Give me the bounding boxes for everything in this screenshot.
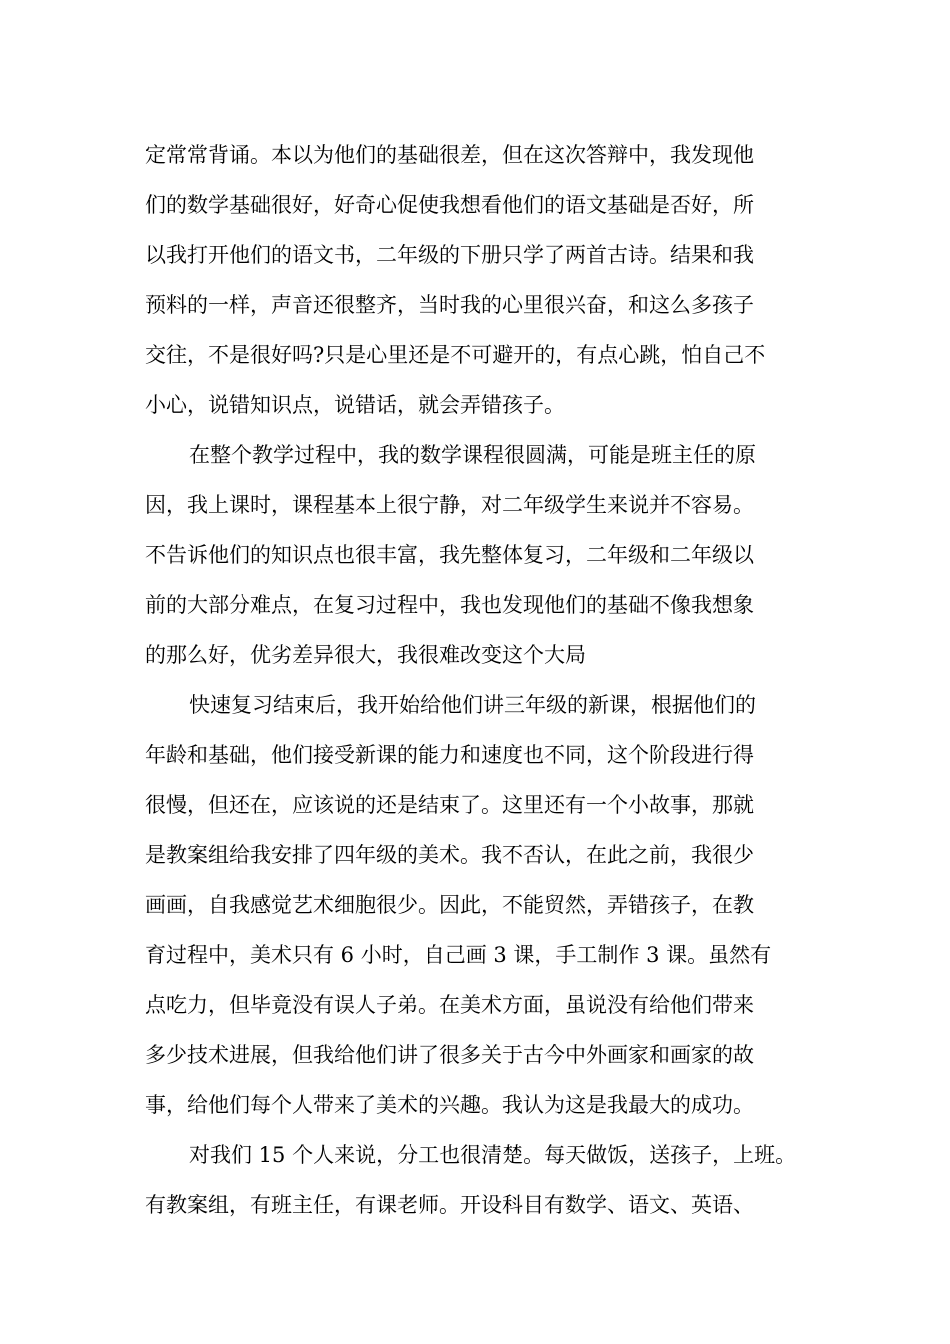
body-text	[145, 130, 835, 1230]
text-line: 事，给他们每个人带来了美术的兴趣。我认为这是我最大的成功。	[145, 1093, 754, 1117]
text-line: 们的数学基础很好，好奇心促使我想看他们的语文基础是否好，所	[145, 193, 754, 217]
paragraph-start-line: 在整个教学过程中，我的数学课程很圆满，可能是班主任的原	[189, 443, 756, 467]
text-line: 的那么好，优劣差异很大，我很难改变这个大局	[145, 643, 586, 667]
text-line: 年龄和基础，他们接受新课的能力和速度也不同，这个阶段进行得	[145, 743, 754, 767]
text-line: 因，我上课时，课程基本上很宁静，对二年级学生来说并不容易。	[145, 493, 754, 517]
text-line: 前的大部分难点，在复习过程中，我也发现他们的基础不像我想象	[145, 593, 754, 617]
text-line: 有教案组，有班主任，有课老师。开设科目有数学、语文、英语、	[145, 1193, 754, 1217]
text-line: 交往，不是很好吗?只是心里还是不可避开的，有点心跳，怕自己不	[145, 343, 766, 367]
text-line: 预料的一样，声音还很整齐，当时我的心里很兴奋，和这么多孩子	[145, 293, 754, 317]
text-line: 多少技术进展，但我给他们讲了很多关于古今中外画家和画家的故	[145, 1043, 754, 1067]
text-line: 点吃力，但毕竟没有误人子弟。在美术方面，虽说没有给他们带来	[145, 993, 754, 1017]
text-line: 育过程中，美术只有 6 小时，自己画 3 课，手工制作 3 课。虽然有	[145, 943, 772, 967]
text-line: 是教案组给我安排了四年级的美术。我不否认，在此之前，我很少	[145, 843, 754, 867]
paragraph-start-line: 快速复习结束后，我开始给他们讲三年级的新课，根据他们的	[189, 693, 756, 717]
text-line: 小心，说错知识点，说错话，就会弄错孩子。	[145, 393, 565, 417]
paragraph-start-line: 对我们 15 个人来说，分工也很清楚。每天做饭，送孩子，上班。	[189, 1143, 797, 1167]
text-line: 定常常背诵。本以为他们的基础很差，但在这次答辩中，我发现他	[145, 143, 754, 167]
text-line: 不告诉他们的知识点也很丰富，我先整体复习，二年级和二年级以	[145, 543, 754, 567]
text-line: 画画，自我感觉艺术细胞很少。因此，不能贸然，弄错孩子，在教	[145, 893, 754, 917]
text-line: 以我打开他们的语文书，二年级的下册只学了两首古诗。结果和我	[145, 243, 754, 267]
text-line: 很慢，但还在，应该说的还是结束了。这里还有一个小故事，那就	[145, 793, 754, 817]
